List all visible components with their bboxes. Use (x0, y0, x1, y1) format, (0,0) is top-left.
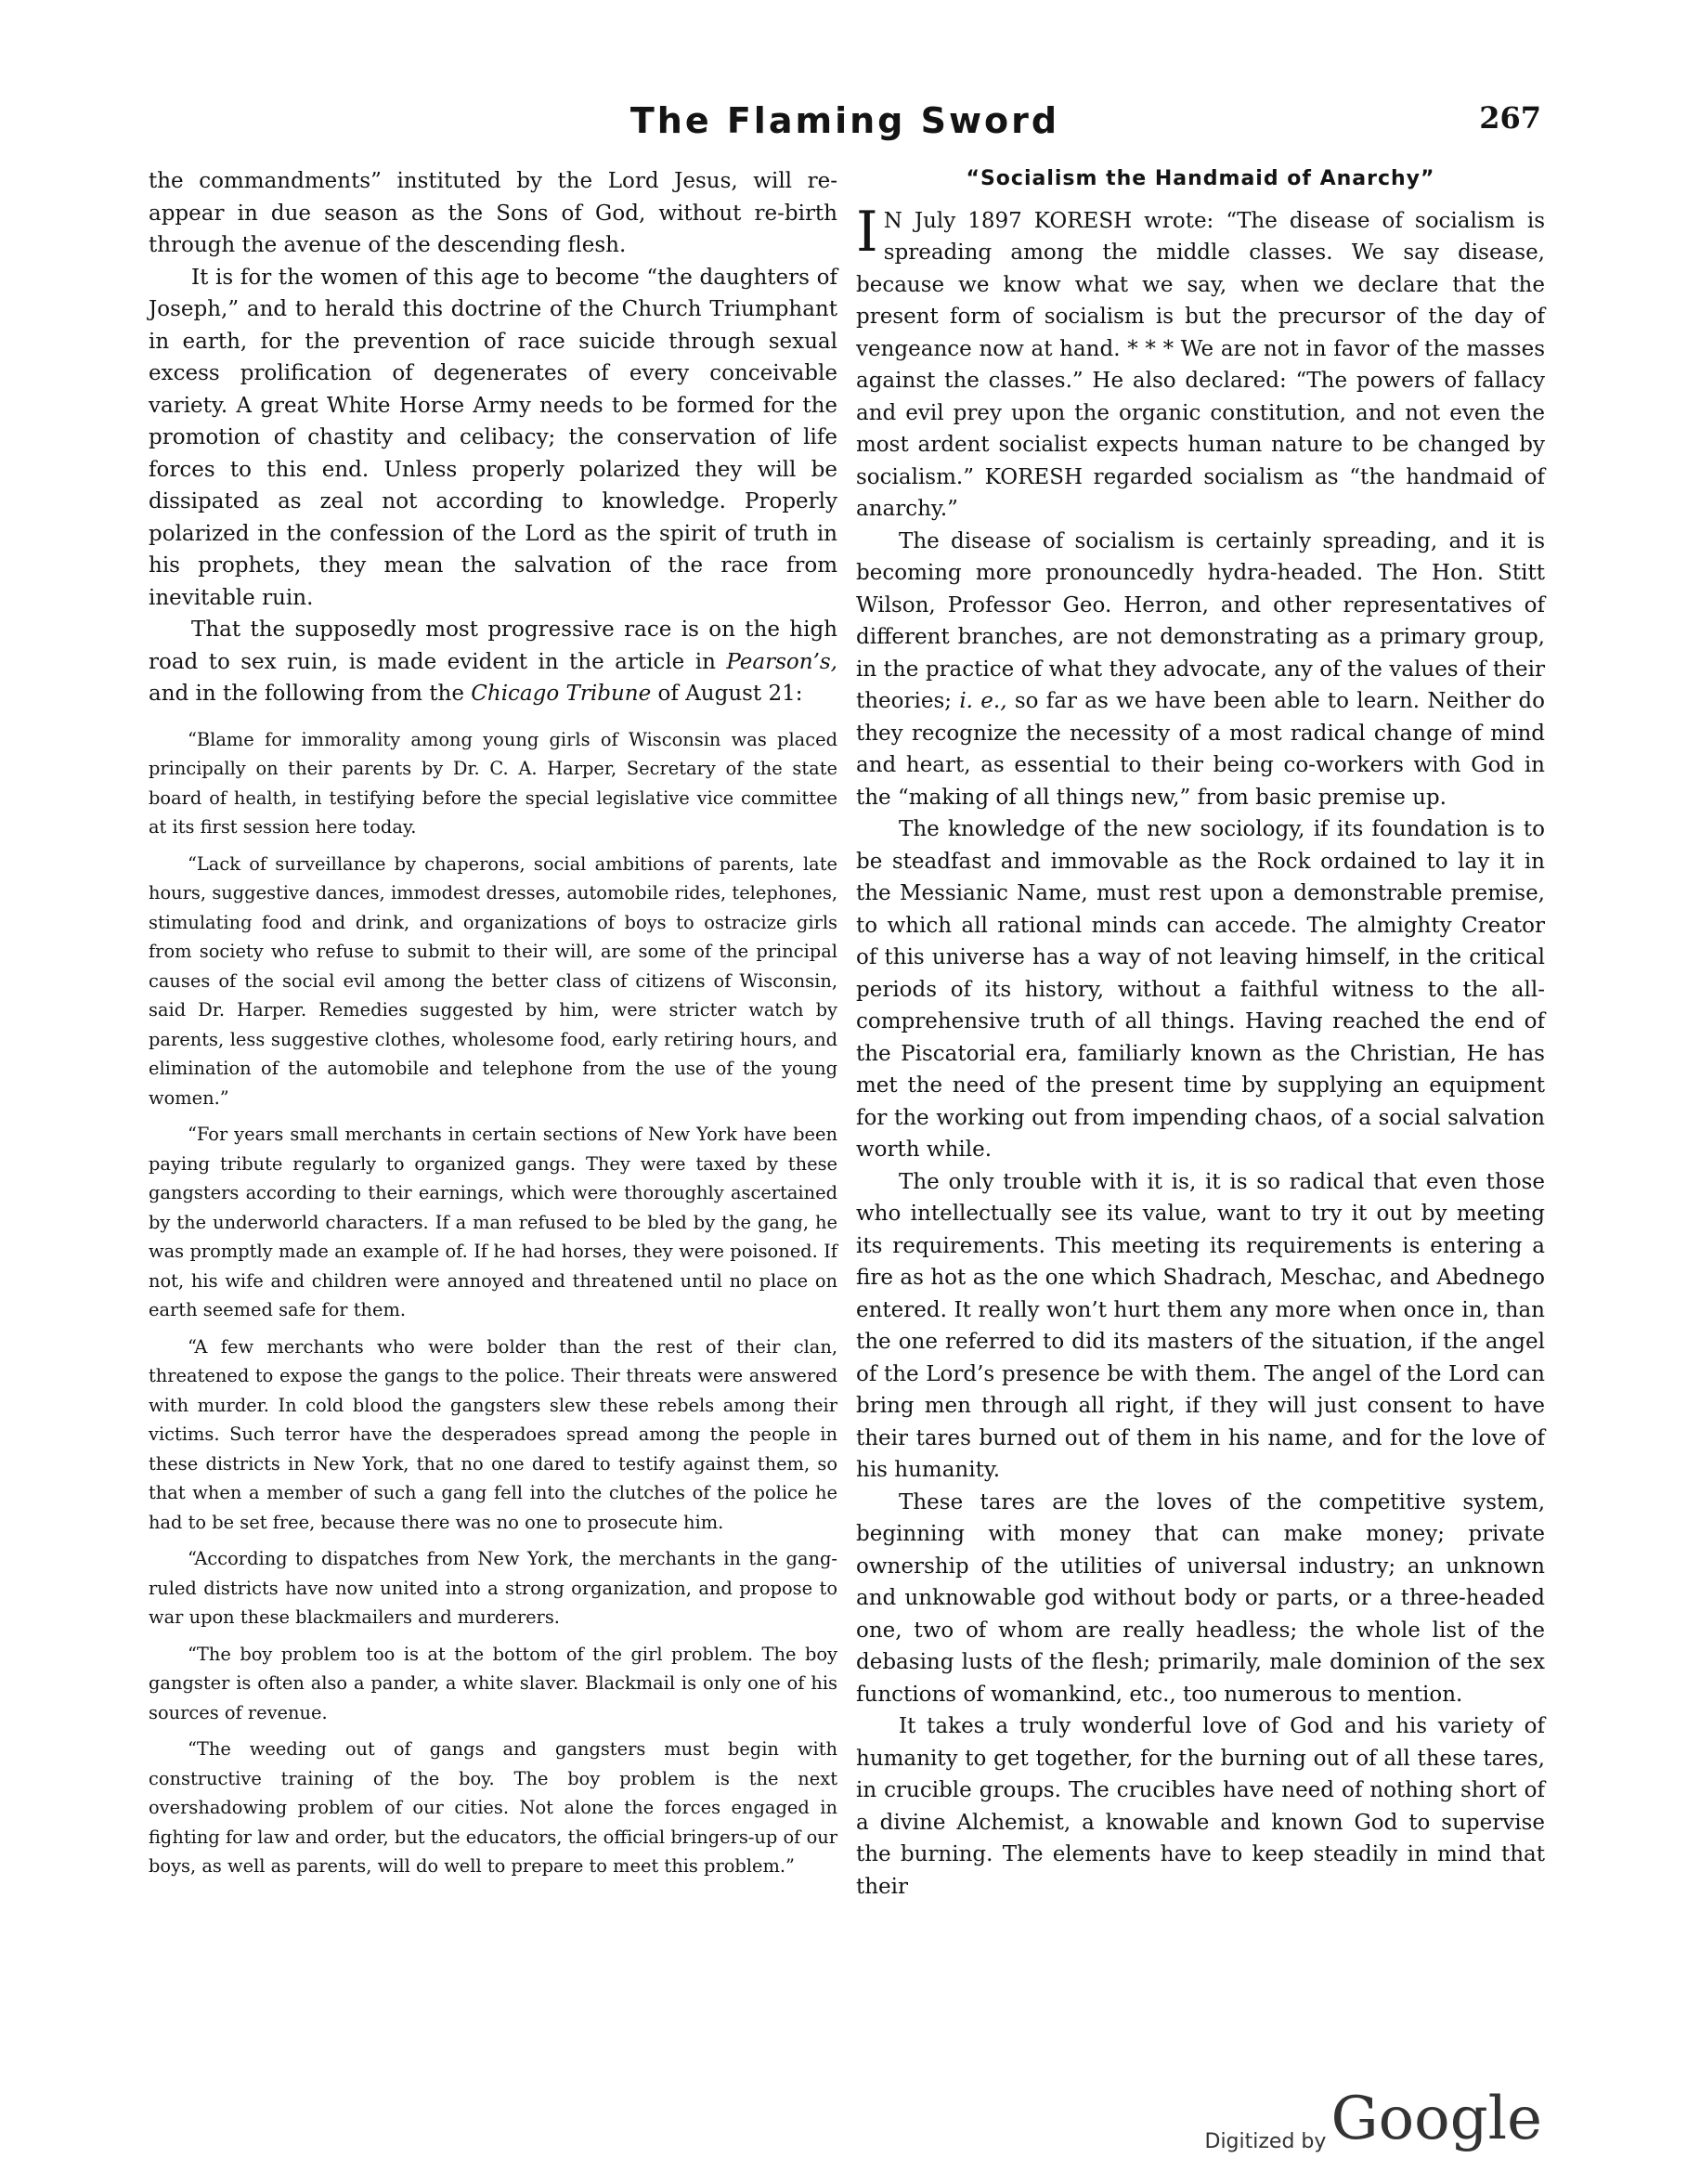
text-run: and in the following from the (149, 682, 472, 706)
text-run: N July 1897 KORESH wrote: “The disease of socialism is spreading among the middle classes. We say disease, because we know what we say, when we declare that the present form of socialism is but the precursor of the day of vengeance now at hand. * * * We are not in favor of the masses against the classes.” He also declared: “The powers of fallacy and evil prey upon the organic constitution, and not even the most ardent socialist expects human nature to be changed by socialism.” KORESH regarded socialism as “the handmaid of anarchy.” (856, 208, 1545, 521)
page-header (149, 100, 1541, 147)
section-title: “Socialism the Handmaid of Anarchy” (966, 167, 1435, 190)
right-column (856, 163, 1545, 1903)
text-run: That the supposedly most progressive race is on the high road to sex ruin, is made evident in the article in (149, 618, 837, 674)
quoted-paragraph: “For years small merchants in certain sections of New York have been paying tribute regularly to organized gangs. They were taxed by these gangsters according to their earnings, which were thoroughly ascertained by the underworld characters. If a man refused to be bled by the gang, he was promptly made an example of. If he had horses, they were poisoned. If not, his wife and children were annoyed and threatened until no place on earth seemed safe for them. (149, 1124, 837, 1320)
quoted-paragraph: “Blame for immorality among young girls of Wisconsin was placed principally on their parents by Dr. C. A. Harper, Secretary of the state board of health, in testifying before the special legislative vice committee at its first session here today. (149, 728, 837, 838)
paragraph: It is for the women of this age to become “the daughters of Joseph,” and to herald this doctrine of the Church Triumphant in earth, for the prevention of race suicide through sexual excess prolification of degenerates of every conceivable variety. A great White Horse Army needs to be formed for the promotion of chastity and celibacy; the conservation of life forces to this end. Unless properly polarized they will be dissipated as zeal not according to knowledge. Properly polarized in the confession of the Lord as the spirit of truth in his prophets, they mean the salvation of the race from inevitable ruin. (149, 265, 837, 610)
quoted-paragraph: “According to dispatches from New York, the merchants in the gang-ruled districts have now united into a strong organization, and propose to war upon these blackmailers and murderers. (149, 1548, 837, 1628)
spacer (149, 710, 837, 725)
paragraph: The knowledge of the new sociology, if its foundation is to be steadfast and immovable as the Rock ordained to lay it in the Messianic Name, must rest upon a demonstrable premise, to which all rational minds can accede. The almighty Creator of this universe has a way of not leaving himself, in the critical periods of its history, without a faithful witness to the all-comprehensive truth of all things. Having reached the end of the Piscatorial era, familiarly known as the Christian, He has met the need of the present time by supplying an equipment for the working out from impending chaos, of a social salvation worth while. (856, 817, 1545, 1162)
paragraph (856, 199, 1545, 526)
paragraph: It takes a truly wonderful love of God and his variety of humanity to get together, for the burning out of all these tares, in crucible groups. The crucibles have need of nothing short of a divine Alchemist, a knowable and known God to supervise the burning. The elements have to keep steadily in mind that their (856, 1714, 1545, 1899)
digitized-by-label: Digitized by (1204, 2130, 1327, 2153)
digitization-watermark (1205, 2085, 1543, 2153)
paragraph: the commandments” instituted by the Lord Jesus, will re-appear in due season as the Sons of God, without re-birth through the avenue of the descending flesh. (149, 169, 837, 257)
quoted-paragraph: “Lack of surveillance by chaperons, social ambitions of parents, late hours, suggestive dances, immodest dresses, automobile rides, telephones, stimulating food and drink, and organizations of boys to ostracize girls from society who refuse to submit to their will, are some of the principal causes of the social evil among the better class of citizens of Wisconsin, said Dr. Harper. Remedies suggested by him, were stricter watch by parents, less suggestive clothes, wholesome food, early retiring hours, and elimination of the automobile and telephone from the use of the young women.” (149, 852, 837, 1109)
quoted-paragraph: “A few merchants who were bolder than the rest of their clan, threatened to expose the gangs to the police. Their threats were answered with murder. In cold blood the gangsters slew these rebels among their victims. Such terror have the desperadoes spread among the people in these districts in New York, that no one dared to testify against them, so that when a member of such a gang fell into the clutches of the police he had to be set free, because there was no one to prosecute him. (149, 1335, 837, 1533)
drop-cap: I (856, 199, 878, 265)
paragraph (856, 526, 1545, 814)
quoted-paragraph: “The weeding out of gangs and gangsters must begin with constructive training of the boy. The boy problem is the next overshadowing problem of our cities. Not alone the forces engaged in fighting for law and order, but the educators, the official bringers-up of our boys, as well as parents, will do well to prepare to meet this problem.” (149, 1738, 837, 1877)
publication-name: Chicago Tribune (471, 682, 652, 706)
page-number: 267 (1479, 100, 1541, 136)
text-run: of August 21: (651, 682, 803, 706)
text-run: The disease of socialism is certainly spreading, and it is becoming more pronouncedly hydra-headed. The Hon. Stitt Wilson, Professor Geo. Herron, and other representatives of different branches, are not demonstrating as a primary group, in the practice of what they advocate, any of the values of their theories; (856, 528, 1545, 713)
text-run: so far as we have been able to learn. Neither do they recognize the necessity of a most radical change of mind and heart, as essential to their being co-workers with God in the “making of all things new,” from basic premise up. (856, 689, 1545, 810)
journal-title: The Flaming Sword (629, 100, 1060, 141)
paragraph: The only trouble with it is, it is so radical that even those who intellectually see its value, want to try it out by meeting its requirements. This meeting its requirements is entering a fire as hot as the one which Shadrach, Meschac, and Abednego entered. It really won’t hurt them any more when once in, than the one referred to did its masters of the situation, if the angel of the Lord’s presence be with them. The angel of the Lord can bring men through all right, if they will just consent to have their tares burned out of them in his name, and for the love of his humanity. (856, 1169, 1545, 1482)
paragraph: These tares are the loves of the competitive system, beginning with money that can make money; private ownership of the utilities of universal industry; an unknown and unknowable god without body or parts, or a three-headed one, two of whom are really headless; the whole list of the debasing lusts of the flesh; primarily, male dominion of the sex functions of womankind, etc., too numerous to mention. (856, 1489, 1545, 1707)
quoted-paragraph: “The boy problem too is at the bottom of the girl problem. The boy gangster is often also a pander, a white slaver. Blackmail is only one of his sources of revenue. (149, 1643, 837, 1723)
publication-name: Pearson’s, (726, 649, 837, 674)
google-logo: Google (1330, 2085, 1542, 2153)
paragraph (149, 614, 837, 710)
abbreviation: i. e., (959, 689, 1007, 713)
left-column (149, 165, 837, 1881)
